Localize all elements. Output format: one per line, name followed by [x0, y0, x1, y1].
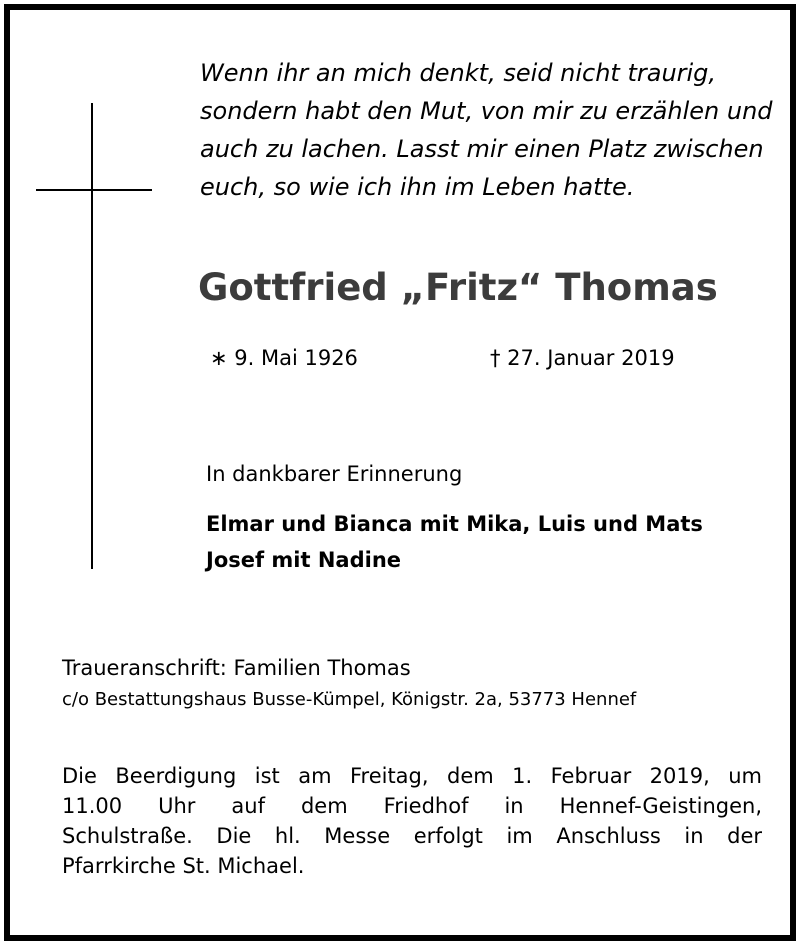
deceased-name: Gottfried „Fritz“ Thomas — [198, 266, 718, 309]
memory-intro: In dankbarer Erinnerung — [206, 462, 463, 486]
obituary-frame — [4, 4, 796, 941]
mourner-names — [206, 506, 703, 578]
birth-date: ∗ 9. Mai 1926 — [210, 346, 358, 370]
cross-vertical-bar — [91, 103, 93, 569]
poem-line: sondern habt den Mut, von mir zu erzählen und — [200, 97, 773, 125]
poem-line: euch, so wie ich ihn im Leben hatte. — [200, 173, 635, 201]
mourner-line: Elmar und Bianca mit Mika, Luis und Mats — [206, 512, 703, 536]
address-line-1: Traueranschrift: Familien Thomas — [62, 656, 411, 680]
poem-line: auch zu lachen. Lasst mir einen Platz zwischen — [200, 135, 764, 163]
funeral-line: Schulstraße. Die hl. Messe erfolgt im Anschluss in der — [62, 824, 762, 848]
mourner-line: Josef mit Nadine — [206, 548, 402, 572]
funeral-line: 11.00 Uhr auf dem Friedhof in Hennef-Geistingen, — [62, 794, 762, 818]
mourning-address — [62, 653, 636, 717]
address-line-2: c/o Bestattungshaus Busse-Kümpel, Königstr. 2a, 53773 Hennef — [62, 689, 637, 710]
funeral-notice — [62, 761, 762, 881]
funeral-line: Pfarrkirche St. Michael. — [62, 854, 305, 878]
cross-horizontal-bar — [36, 189, 152, 191]
funeral-line: Die Beerdigung ist am Freitag, dem 1. Februar 2019, um — [62, 764, 762, 788]
death-date: † 27. Januar 2019 — [490, 346, 675, 370]
poem — [200, 54, 780, 206]
poem-line: Wenn ihr an mich denkt, seid nicht traurig, — [200, 59, 717, 87]
